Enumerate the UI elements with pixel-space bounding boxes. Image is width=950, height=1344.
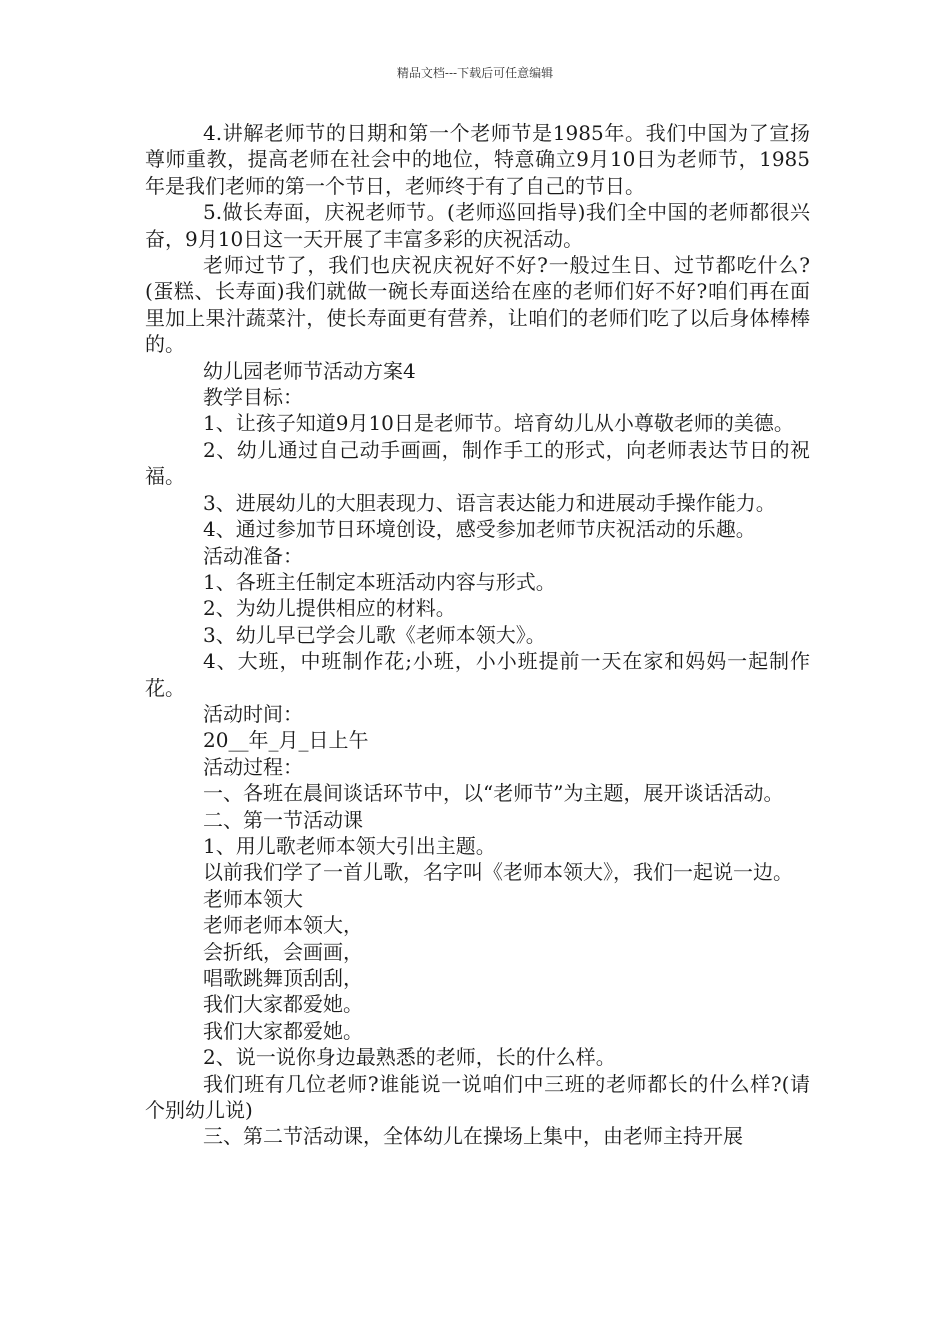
poem-line: 我们大家都爱她。 (203, 992, 363, 1017)
paragraph: 4、通过参加节日环境创设，感受参加老师节庆祝活动的乐趣。 (203, 517, 756, 542)
subheading: 教学目标： (203, 385, 303, 410)
paragraph: 1、让孩子知道9月10日是老师节。培育幼儿从小尊敬老师的美德。 (203, 411, 794, 436)
paragraph: 5.做长寿面，庆祝老师节。(老师巡回指导)我们全中国的老师都很兴奋，9月10日这一天开展了丰富多彩的庆祝活动。 (145, 200, 810, 251)
page-header: 精品文档---下载后可任意编辑 (396, 66, 554, 80)
paragraph: 4、大班，中班制作花;小班，小小班提前一天在家和妈妈一起制作花。 (145, 649, 810, 700)
poem-line: 会折纸，会画画， (203, 939, 363, 964)
paragraph: 2、说一说你身边最熟悉的老师，长的什么样。 (203, 1045, 616, 1070)
poem-line: 我们大家都爱她。 (203, 1018, 363, 1043)
paragraph: 以前我们学了一首儿歌，名字叫《老师本领大》，我们一起说一边。 (203, 860, 793, 885)
paragraph: 3、进展幼儿的大胆表现力、语言表达能力和进展动手操作能力。 (203, 490, 776, 515)
paragraph: 我们班有几位老师?谁能说一说咱们中三班的老师都长的什么样?(请个别幼儿说) (145, 1071, 810, 1123)
subheading: 活动准备： (203, 543, 303, 568)
paragraph: 1、用儿歌老师本领大引出主题。 (203, 833, 496, 858)
paragraph: 一、各班在晨间谈话环节中，以“老师节”为主题，展开谈话活动。 (203, 781, 784, 806)
paragraph: 3、幼儿早已学会儿歌《老师本领大》。 (203, 622, 546, 647)
paragraph: 2、为幼儿提供相应的材料。 (203, 596, 456, 621)
paragraph: 2、幼儿通过自己动手画画，制作手工的形式，向老师表达节日的祝福。 (145, 437, 810, 489)
document-body (145, 120, 810, 1150)
section-title: 幼儿园老师节活动方案4 (203, 358, 416, 383)
paragraph: 20__年_月_日上午 (203, 728, 369, 753)
paragraph: 4.讲解老师节的日期和第一个老师节是1985年。我们中国为了宣扬尊师重教，提高老师在社会中的地位，特意确立9月10日为老师节，1985年是我们老师的第一个节日，老师终于有了自己的节日。 (145, 121, 810, 198)
paragraph: 二、第一节活动课 (203, 807, 363, 832)
paragraph: 三、第二节活动课，全体幼儿在操场上集中，由老师主持开展 (203, 1124, 743, 1149)
subheading: 活动过程： (203, 754, 303, 779)
paragraph: 1、各班主任制定本班活动内容与形式。 (203, 569, 556, 594)
poem-title: 老师本领大 (203, 886, 303, 911)
subheading: 活动时间： (203, 701, 303, 726)
poem-line: 唱歌跳舞顶刮刮， (203, 966, 363, 990)
paragraph: 老师过节了，我们也庆祝庆祝好不好?一般过生日、过节都吃什么?(蛋糕、长寿面)我们就做一碗长寿面送给在座的老师们好不好?咱们再在面里加上果汁蔬菜汁，使长寿面更有营养，让咱们的老师们吃了以后身体棒棒的。 (145, 253, 810, 357)
poem-line: 老师老师本领大， (203, 913, 363, 938)
